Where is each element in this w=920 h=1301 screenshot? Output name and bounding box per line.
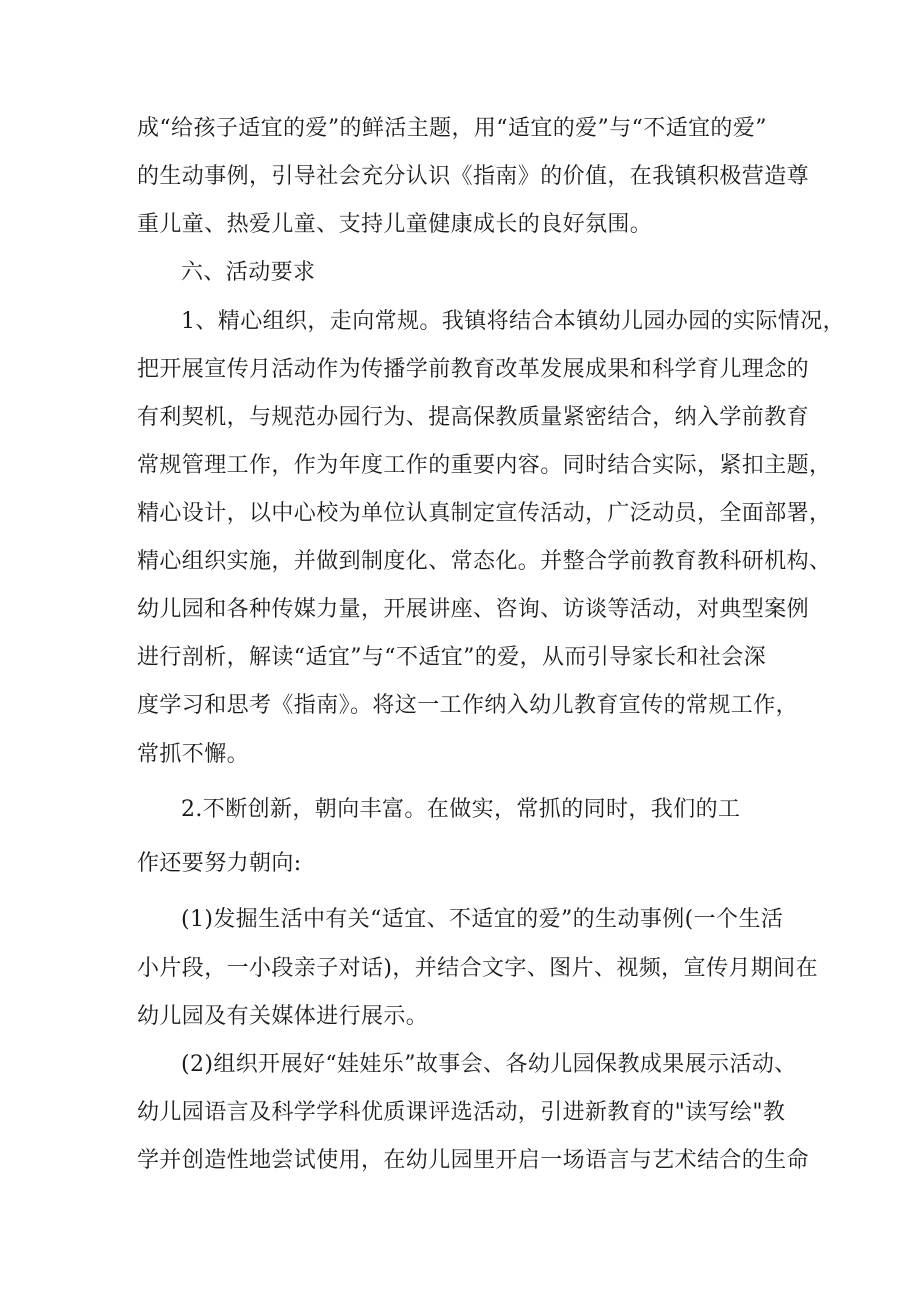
text-line: 精心组织实施，并做到制度化、常态化。并整合学前教育教科研机构、: [137, 549, 832, 574]
text-line: 2.不断创新，朝向丰富。在做实，常抓的同时，我们的工: [181, 797, 741, 822]
text-line: 小片段，一小段亲子对话)，并结合文字、图片、视频，宣传月期间在: [137, 956, 818, 981]
text-line: 进行剖析，解读“适宜”与“不适宜”的爱，从而引导家长和社会深: [137, 645, 766, 670]
text-line: 1、精心组织，走向常规。我镇将结合本镇幼儿园办园的实际情况，: [181, 309, 845, 334]
text-line: 成“给孩子适宜的爱”的鲜活主题，用“适宜的爱”与“不适宜的爱”: [137, 116, 767, 141]
text-line: 幼儿园和各种传媒力量，开展讲座、咨询、访谈等活动，对典型案例: [137, 597, 810, 622]
text-line: 幼儿园语言及科学学科优质课评选活动，引进新教育的"读写绘"教: [137, 1100, 786, 1125]
text-line: 度学习和思考《指南》。将这一工作纳入幼儿教育宣传的常规工作，: [137, 693, 799, 718]
text-line: 有利契机，与规范办园行为、提高保教质量紧密结合，纳入学前教育: [137, 405, 810, 430]
section-heading: 六、活动要求: [181, 260, 316, 285]
text-line: 把开展宣传月活动作为传播学前教育改革发展成果和科学育儿理念的: [137, 357, 810, 382]
text-line: 常抓不懈。: [137, 742, 250, 767]
text-line: 常规管理工作，作为年度工作的重要内容。同时结合实际，紧扣主题，: [137, 453, 832, 478]
text-line: 学并创造性地尝试使用，在幼儿园里开启一场语言与艺术结合的生命: [137, 1148, 810, 1173]
text-line: 幼儿园及有关媒体进行展示。: [137, 1004, 429, 1029]
text-line: 重儿童、热爱儿童、支持儿童健康成长的良好氛围。: [137, 212, 653, 237]
text-line: 精心设计，以中心校为单位认真制定宣传活动，广泛动员，全面部署，: [137, 501, 832, 526]
text-line: (1)发掘生活中有关“适宜、不适宜的爱”的生动事例(一个生活: [181, 907, 784, 932]
text-line: (2)组织开展好“娃娃乐”故事会、各幼儿园保教成果展示活动、: [181, 1052, 797, 1077]
text-line: 作还要努力朝向:: [137, 851, 302, 876]
text-line: 的生动事例，引导社会充分认识《指南》的价值，在我镇积极营造尊: [137, 164, 810, 189]
